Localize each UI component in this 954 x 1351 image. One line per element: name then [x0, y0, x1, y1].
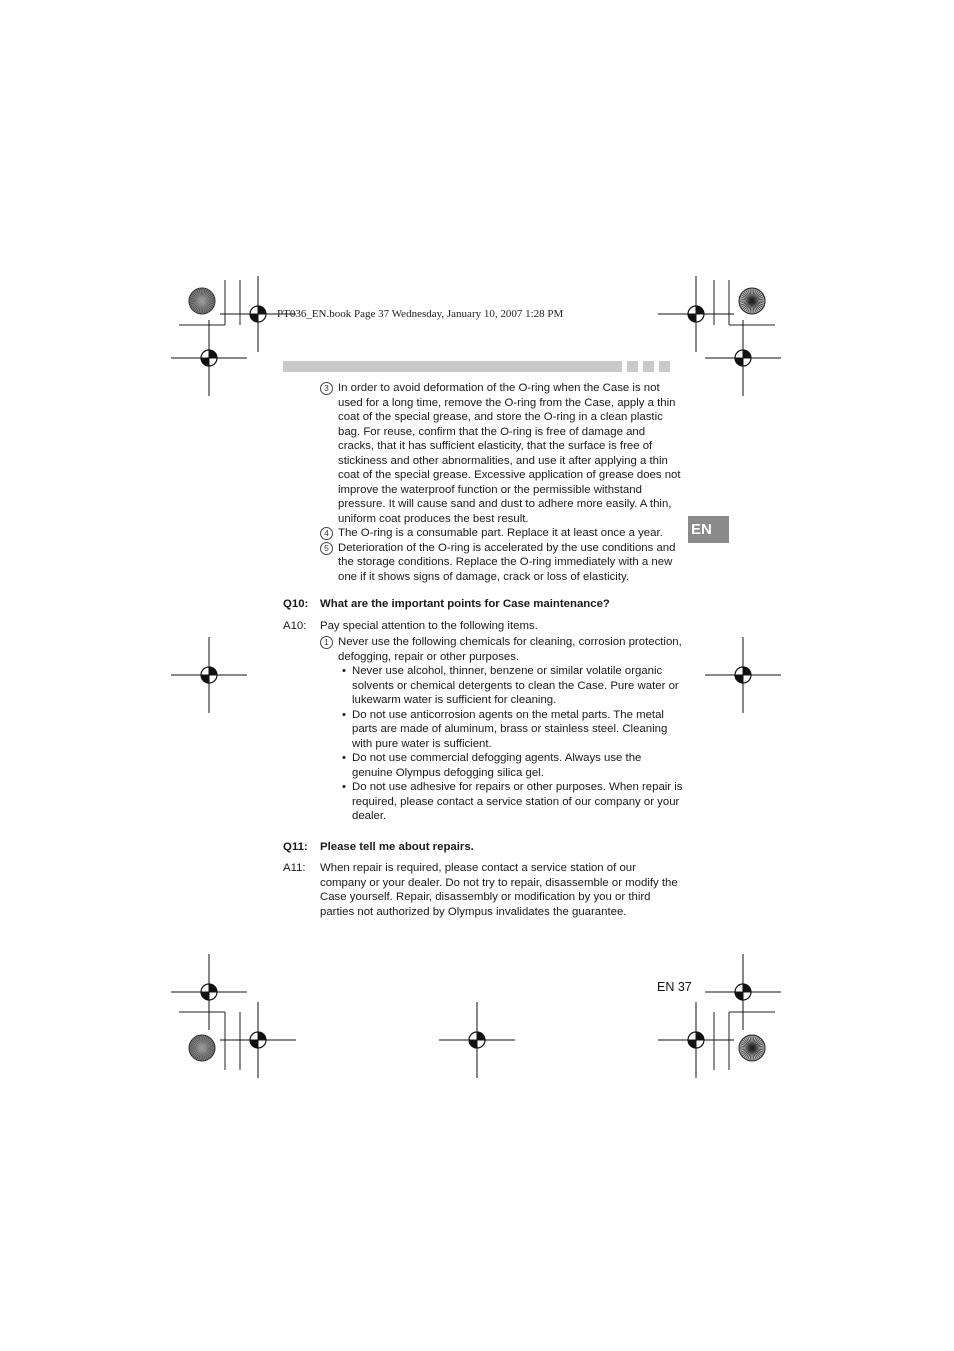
- answer-text: When repair is required, please contact a service station of our company or your dealer. Do not try to repair, disassemble or modify the Case yourself. Repair, disassembly or modification by you or third parties not authorized by Olympus invalidates the guarantee.: [320, 862, 678, 918]
- crosshair-mark: [705, 320, 781, 396]
- question-tag: Q10:: [283, 598, 309, 610]
- crosshair-mark: [658, 276, 734, 352]
- crosshair-mark: [171, 954, 247, 1030]
- bullet-item: • Do not use adhesive for repairs or other purposes. When repair is required, please contact a service station of our company or your dealer.: [283, 780, 683, 824]
- answer-tag: A10:: [283, 619, 307, 632]
- question-text: What are the important points for Case maintenance?: [320, 598, 610, 610]
- list-item: [283, 526, 683, 541]
- item-text: In order to avoid deformation of the O-ring when the Case is not used for a long time, remove the O-ring from the Case, apply a thin coat of the special grease, and store the O-ring in a clean plastic bag. For reuse, confirm that the O-ring is free of damage and cracks, that it has sufficient elasticity, that the surface is free of stickiness and other abnormalities, and use it after applying a thin coat of the special grease. Excessive application of grease does not improve the waterproof function or the permissible withstand pressure. It will cause sand and dust to adhere more easily. A thin, uniform coat produces the best result.: [338, 382, 681, 525]
- circled-number: 3: [320, 382, 333, 395]
- header-bar: [283, 361, 622, 372]
- bullet-item: • Do not use commercial defogging agents. Always use the genuine Olympus defogging silica gel.: [283, 751, 683, 780]
- list-item: [283, 635, 683, 664]
- bullet-item: • Do not use anticorrosion agents on the metal parts. The metal parts are made of aluminum, brass or stainless steel. Cleaning with pure water is sufficient.: [283, 708, 683, 752]
- print-header: PT036_EN.book Page 37 Wednesday, January 10, 2007 1:28 PM: [277, 308, 564, 320]
- header-square: [659, 361, 670, 372]
- item-text: The O-ring is a consumable part. Replace it at least once a year.: [338, 527, 663, 539]
- circled-number: 5: [320, 542, 333, 555]
- crosshair-mark: [171, 637, 247, 713]
- crosshair-mark: [658, 1002, 734, 1078]
- language-tab: EN: [688, 516, 729, 543]
- answer-a11: [283, 861, 683, 919]
- question-text: Please tell me about repairs.: [320, 840, 474, 853]
- starburst-mark: [189, 1035, 215, 1061]
- circled-number: 1: [320, 636, 333, 649]
- list-item: [283, 381, 683, 526]
- question-tag: Q11:: [283, 840, 308, 853]
- crosshair-mark: [705, 954, 781, 1030]
- crosshair-mark: [171, 320, 247, 396]
- starburst-mark: [739, 288, 765, 314]
- header-square: [643, 361, 654, 372]
- starburst-mark: [189, 288, 215, 314]
- item-text: Deterioration of the O-ring is accelerated by the use conditions and the storage conditions. Replace the O-ring immediately with a new one if it shows signs of damage, crack or loss of elasticity.: [338, 541, 676, 583]
- answer-tag: A11:: [283, 862, 306, 874]
- item-text: Never use the following chemicals for cleaning, corrosion protection, defogging, repair or other purposes.: [338, 636, 682, 663]
- crosshair-mark: [705, 637, 781, 713]
- page-content: [283, 381, 683, 919]
- page-number: EN 37: [657, 980, 692, 994]
- starburst-mark: [739, 1035, 765, 1061]
- list-item: [283, 541, 683, 585]
- question-q11: [283, 840, 683, 855]
- crosshair-mark: [220, 1002, 296, 1078]
- crosshair-mark: [439, 1002, 515, 1078]
- circled-number: 4: [320, 527, 333, 540]
- answer-a10: [283, 619, 683, 634]
- answer-text: Pay special attention to the following items.: [320, 619, 538, 632]
- bullet-item: • Never use alcohol, thinner, benzene or similar volatile organic solvents or chemical detergents to clean the Case. Pure water or lukewarm water is sufficient for cleaning.: [283, 664, 683, 708]
- question-q10: [283, 597, 683, 612]
- header-square: [627, 361, 638, 372]
